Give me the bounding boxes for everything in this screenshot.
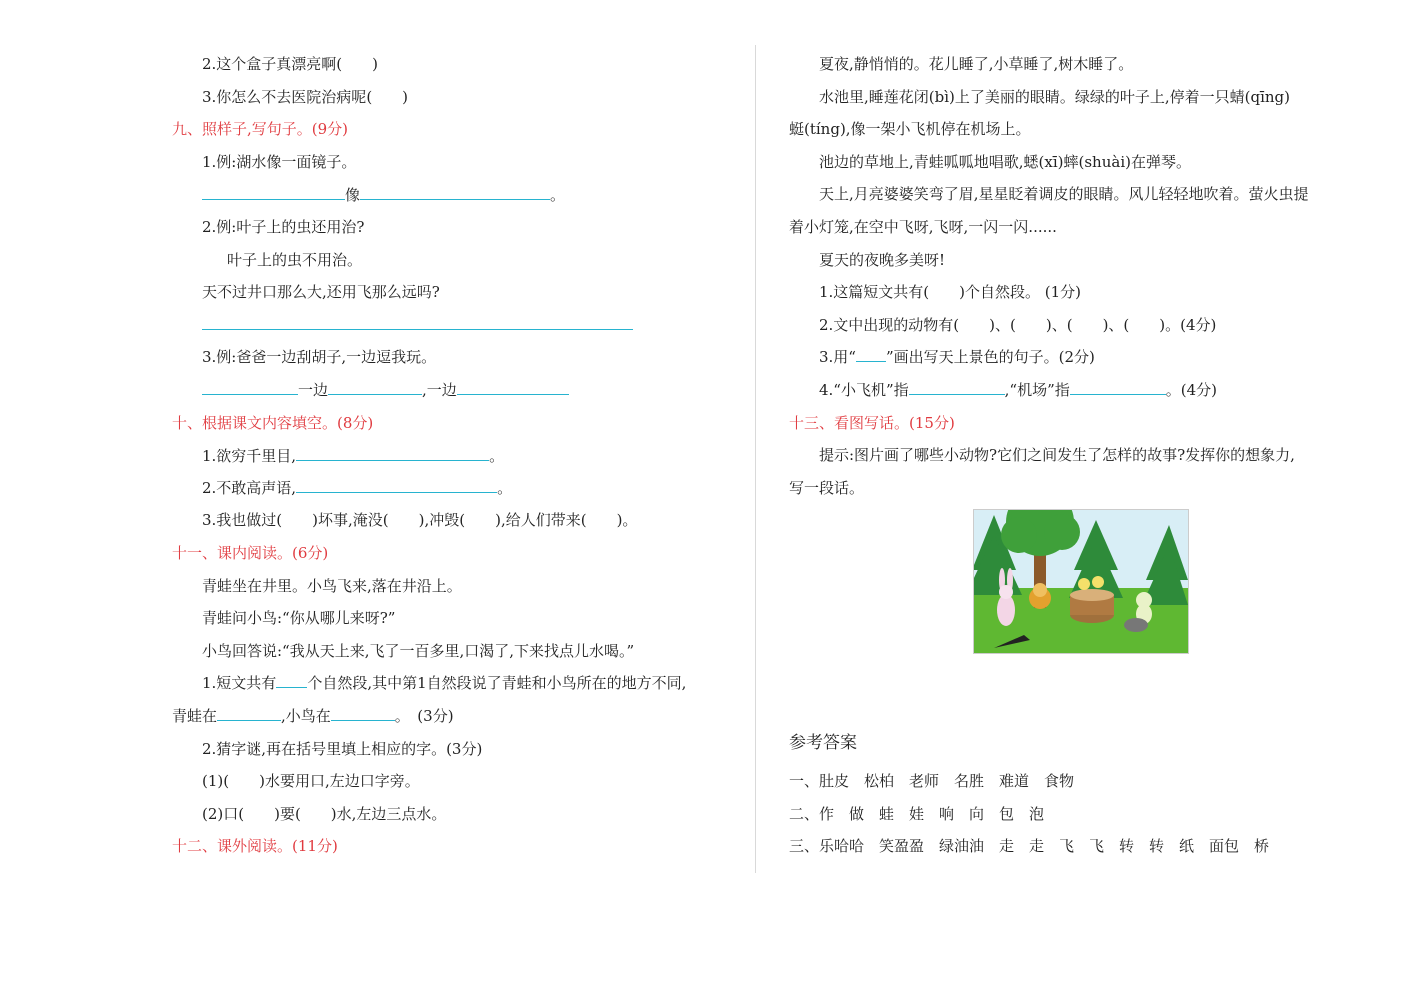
punct: 。	[550, 186, 566, 204]
answer-blank[interactable]	[1070, 380, 1166, 395]
answer-line-2: 二、作 做 蛙 娃 响 向 包 泡	[789, 805, 1045, 823]
s9-answer-3	[202, 380, 569, 400]
s11-question-2: 2.猜字谜,再在括号里填上相应的字。(3分)	[202, 740, 483, 758]
answer-title: 参考答案	[789, 733, 857, 753]
s13-hint-cont: 写一段话。	[789, 479, 865, 497]
s12-q3-text-a: 3.用“	[819, 348, 856, 366]
s11-q1-text-b: 个自然段,其中第1自然段说了青蛙和小鸟所在的地方不同,	[307, 674, 687, 692]
answer-blank[interactable]	[457, 380, 569, 395]
underline-sample	[856, 347, 886, 362]
forest-animals-illustration	[973, 509, 1189, 654]
q8-item-2: 2.这个盒子真漂亮啊( )	[202, 55, 379, 73]
s11-passage-3: 小鸟回答说:“我从天上来,飞了一百多里,口渴了,下来找点儿水喝。”	[202, 642, 635, 660]
s12-q4-text-a: 4.“小飞机”指	[819, 381, 909, 399]
section-9-heading: 九、照样子,写句子。(9分)	[172, 120, 349, 138]
reading-para-2: 水池里,睡莲花闭(bì)上了美丽的眼睛。绿绿的叶子上,停着一只蜻(qīng)	[819, 88, 1291, 106]
answer-blank[interactable]	[296, 446, 489, 461]
answer-blank[interactable]	[909, 380, 1005, 395]
answer-blank[interactable]	[217, 706, 281, 721]
s10-item-1	[202, 446, 504, 466]
answer-blank[interactable]	[276, 673, 307, 688]
answer-blank[interactable]	[360, 185, 550, 200]
s10-item-2	[202, 478, 512, 498]
punct: 。	[489, 447, 505, 465]
column-divider	[755, 45, 756, 873]
s10-text-2: 2.不敢高声语,	[202, 479, 297, 497]
s12-q4-text-b: ,“机场”指	[1004, 381, 1070, 399]
answer-blank[interactable]	[328, 380, 422, 395]
reading-para-2-cont: 蜓(tíng),像一架小飞机停在机场上。	[789, 120, 1031, 138]
section-10-heading: 十、根据课文内容填空。(8分)	[172, 414, 374, 432]
q8-item-3: 3.你怎么不去医院治病呢( )	[202, 88, 409, 106]
reading-para-5: 夏天的夜晚多美呀!	[819, 251, 946, 269]
answer-line-1: 一、肚皮 松柏 老师 名胜 难道 食物	[789, 772, 1075, 790]
s12-question-2: 2.文中出现的动物有( )、( )、( )、( )。(4分)	[819, 316, 1217, 334]
s11-q1-text-d: ,小鸟在	[281, 707, 331, 725]
reading-para-4: 天上,月亮婆婆笑弯了眉,星星眨着调皮的眼睛。风儿轻轻地吹着。萤火虫提	[819, 185, 1309, 203]
s10-item-3: 3.我也做过( )坏事,淹没( ),冲毁( ),给人们带来( )。	[202, 511, 638, 529]
s12-q3-text-b: ”画出写天上景色的句子。(2分)	[885, 348, 1095, 366]
answer-blank[interactable]	[331, 706, 395, 721]
s11-riddle-2: (2)口( )要( )水,左边三点水。	[202, 805, 447, 823]
s11-passage-1: 青蛙坐在井里。小鸟飞来,落在井沿上。	[202, 577, 462, 595]
s11-passage-2: 青蛙问小鸟:“你从哪儿来呀?”	[202, 609, 396, 627]
s11-question-1	[202, 673, 686, 693]
s12-q4-text-c: 。(4分)	[1165, 381, 1218, 399]
answer-blank[interactable]	[202, 380, 298, 395]
s9-like-word: 像	[345, 186, 361, 204]
s11-q1-text-c: 青蛙在	[172, 707, 218, 725]
punct: 。	[497, 479, 513, 497]
section-11-heading: 十一、课内阅读。(6分)	[172, 544, 329, 562]
reading-para-1: 夏夜,静悄悄的。花儿睡了,小草睡了,树木睡了。	[819, 55, 1134, 73]
answer-blank[interactable]	[296, 478, 497, 493]
s9-example-2c: 天不过井口那么大,还用飞那么远吗?	[202, 283, 440, 301]
answer-blank[interactable]	[202, 185, 345, 200]
s9-example-2b: 叶子上的虫不用治。	[227, 251, 363, 269]
s13-hint: 提示:图片画了哪些小动物?它们之间发生了怎样的故事?发挥你的想象力,	[819, 446, 1295, 464]
reading-para-3: 池边的草地上,青蛙呱呱地唱歌,蟋(xī)蟀(shuài)在弹琴。	[819, 153, 1191, 171]
s11-riddle-1: (1)( )水要用口,左边口字旁。	[202, 772, 420, 790]
s11-q1-text-a: 1.短文共有	[202, 674, 277, 692]
s9-example-3: 3.例:爸爸一边刮胡子,一边逗我玩。	[202, 348, 437, 366]
section-12-heading: 十二、课外阅读。(11分)	[172, 837, 338, 855]
s11-q1-text-e: 。 (3分)	[394, 707, 454, 725]
s9-yibian-2: ,一边	[422, 381, 457, 399]
s12-question-4	[819, 380, 1217, 400]
s9-yibian-1: 一边	[298, 381, 329, 399]
reading-para-4-cont: 着小灯笼,在空中飞呀,飞呀,一闪一闪......	[789, 218, 1057, 236]
s12-question-3	[819, 347, 1095, 367]
s10-text-1: 1.欲穷千里目,	[202, 447, 297, 465]
section-13-heading: 十三、看图写话。(15分)	[789, 414, 955, 432]
answer-line-3: 三、乐哈哈 笑盈盈 绿油油 走 走 飞 飞 转 转 纸 面包 桥	[789, 837, 1270, 855]
s9-example-1: 1.例:湖水像一面镜子。	[202, 153, 357, 171]
s9-answer-2	[202, 315, 633, 335]
s9-example-2: 2.例:叶子上的虫还用治?	[202, 218, 365, 236]
s12-question-1: 1.这篇短文共有( )个自然段。 (1分)	[819, 283, 1082, 301]
s9-answer-1	[202, 185, 565, 205]
answer-blank[interactable]	[202, 315, 633, 330]
s11-question-1-cont	[172, 706, 454, 726]
